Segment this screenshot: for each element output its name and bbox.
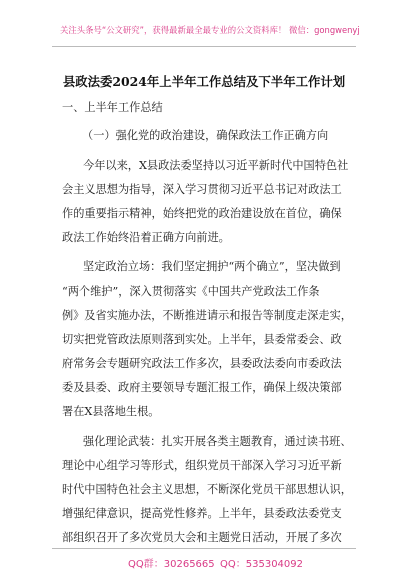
subsection-heading: （一）强化党的政治建设，确保政法工作正确方向 [82, 129, 329, 142]
footer-qq: QQ：535304092 [220, 559, 304, 570]
paragraph-line: 作的重要指示精神，始终把党的政治建设放在首位，确保 [62, 207, 342, 220]
paragraph-line: “两个维护”，深入贯彻落实《中国共产党政法工作条 [62, 285, 320, 298]
document-title: 县政法委2024年上半年工作总结及下半年工作计划 [62, 74, 346, 89]
paragraph-line: 理论中心组学习等形式，组织党员干部深入学习习近平新 [62, 459, 342, 472]
paragraph-line: 政法工作始终沿着正确方向前进。 [62, 231, 230, 244]
paragraph-line: 府常务会专题研究政法工作多次，县委政法委向市委政法 [62, 357, 342, 370]
footer-divider [52, 548, 356, 549]
paragraph-line: 部组织召开了多次党员大会和主题党日活动，开展了多次 [62, 531, 342, 544]
paragraph-line: 切实把党管政法原则落到实处。上半年，县委常委会、政 [62, 333, 342, 346]
paragraph-line: 时代中国特色社会主义思想，不断深化党员干部思想认识， [62, 483, 352, 496]
paragraph-line: 强化理论武装：扎实开展各类主题教育，通过读书班、 [83, 435, 352, 448]
paragraph-line: 署在X县落地生根。 [62, 405, 160, 418]
header-divider [52, 46, 356, 47]
paragraph-line: 今年以来，X县政法委坚持以习近平新时代中国特色社 [83, 159, 349, 172]
footer-qq-group: QQ群：30265665 [128, 559, 215, 570]
paragraph-line: 例》及省实施办法，不断推进请示和报告等制度走深走实， [62, 309, 352, 322]
paragraph-line: 坚定政治立场：我们坚定拥护“两个确立”，坚决做到 [83, 260, 341, 273]
paragraph-line: 增强纪律意识，提高党性修养。上半年，县委政法委党支 [62, 507, 342, 520]
paragraph-line: 会主义思想为指导，深入学习贯彻习近平总书记对政法工 [62, 183, 342, 196]
promo-banner: 关注头条号“公文研究”，获得最新最全最专业的公文资料库！ 微信：gongwenyj [60, 26, 360, 36]
paragraph-line: 委及县委、政府主要领导专题汇报工作，确保上级决策部 [62, 381, 342, 394]
section-heading: 一、上半年工作总结 [62, 101, 163, 114]
